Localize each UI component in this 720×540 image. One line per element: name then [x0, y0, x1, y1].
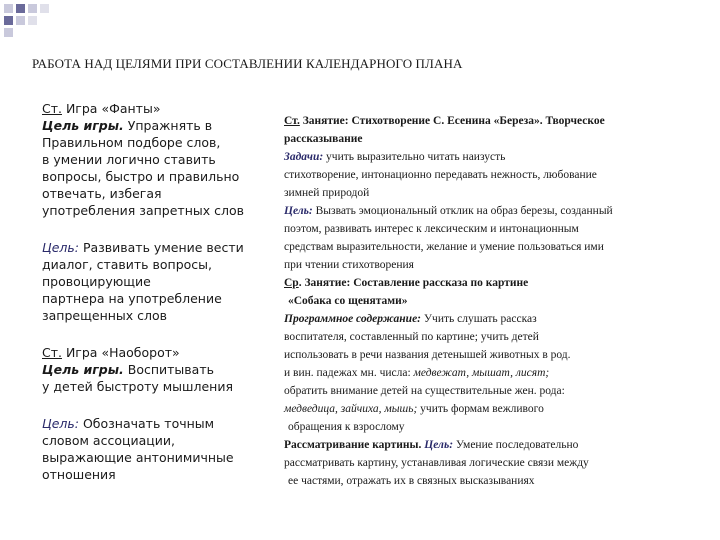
goal-block-associations: Цель: Обозначать точным словом ассоциации, выражающие антонимичные отношения	[42, 416, 234, 482]
game-name: Игра «Наоборот»	[61, 345, 180, 360]
goal-label: Цель:	[284, 205, 313, 217]
game-block-naoborot: Ст. Игра «Наоборот» Цель игры. Воспитывать у детей быстроту мышления	[42, 345, 233, 394]
goal-block-dialog: Цель: Развивать умение вести диалог, ставить вопросы, провоцирующие партнера на употребление запрещенных слов	[42, 240, 244, 323]
game-block-fanty: Ст. Игра «Фанты» Цель игры. Упражнять в Правильном подборе слов, в умении логично ставить вопросы, быстро и правильно отвечать, избегая употребления запретных слов	[42, 101, 244, 218]
lesson-heading-middle: Ср. Занятие: Составление рассказа по картине	[284, 277, 529, 289]
group-label: Ст.	[42, 101, 62, 116]
goal-label: Цель:	[42, 240, 79, 255]
group-label: Ст.	[42, 345, 62, 360]
right-column: Ст. Занятие: Стихотворение С. Есенина «Береза». Творческое рассказывание Задачи: учить выразительно читать наизусть стихотворение, интонационно передавать нежность, любование зимней природой Цель: Вызвать эмоциональный отклик на образ березы, созданный поэтом, развивать интерес к лексическим и интонационным средствам выразительности, желание и умение пользоваться ими при чтении стихотворения Ср. Занятие: Составление рассказа по картине «Собака со щенятами» Программное содержание: Учить слушать рассказ воспитателя, составленный по картине; учить детей использовать в речи названия детенышей животных в род. и вин. падежах мн. числа: медвежат, мышат, лисят; обратить внимание детей на существительные жен. рода: медведица, зайчиха, мышь; учить формам вежливого обращения к взрослому Рассматривание картины. Цель: Умение последовательно рассматривать картину, устанавливая логические связи между ее частями, отражать их в связных высказываниях	[284, 112, 699, 490]
program-content-label: Программное содержание:	[284, 313, 422, 325]
page-title: РАБОТА НАД ЦЕЛЯМИ ПРИ СОСТАВЛЕНИИ КАЛЕНДАРНОГО ПЛАНА	[32, 56, 463, 71]
goal-label: Цель:	[42, 416, 79, 431]
corner-decoration	[0, 0, 60, 40]
goal-label: Цель игры.	[42, 118, 124, 133]
picture-viewing-label: Рассматривание картины.	[284, 439, 422, 451]
left-column	[42, 100, 252, 503]
lesson-heading-senior: Ст. Занятие: Стихотворение С. Есенина «Береза». Творческое	[284, 115, 605, 127]
goal-label: Цель:	[421, 439, 454, 451]
tasks-label: Задачи:	[284, 151, 324, 163]
goal-label: Цель игры.	[42, 362, 124, 377]
game-name: Игра «Фанты»	[61, 101, 161, 116]
